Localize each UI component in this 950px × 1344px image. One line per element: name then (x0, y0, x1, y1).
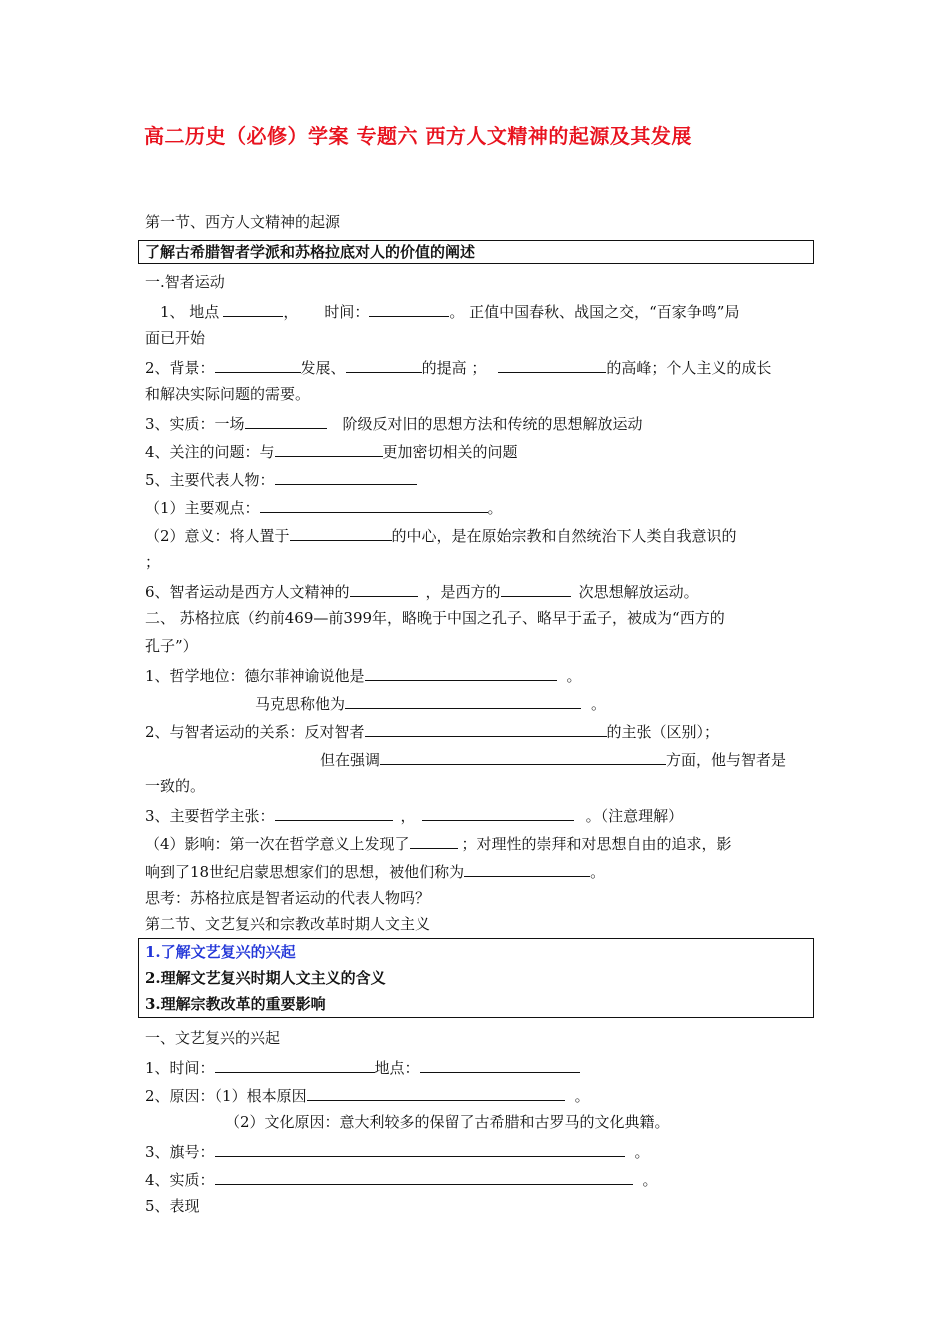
part2-heading-cont: 孔子”） (145, 637, 198, 655)
socrates-item4-cont: 响到了18世纪启蒙思想家们的思想，被他们称为 。 (145, 860, 605, 882)
blank-concern[interactable] (275, 440, 383, 457)
item5-sub2-cont: ； (145, 553, 161, 571)
blank-claim1[interactable] (275, 804, 393, 821)
socrates-item2-cont: 但在强调 方面，他与智者是 (320, 748, 786, 770)
blank-claim2[interactable] (422, 804, 574, 821)
blank-oracle[interactable] (365, 664, 557, 681)
section2-objective-1: 1.了解文艺复兴的兴起 (145, 943, 296, 961)
blank-bg1[interactable] (215, 356, 301, 373)
renaissance-item1: 1、时间： 地点： (145, 1056, 580, 1078)
blank-ren-time[interactable] (215, 1056, 375, 1073)
part2-heading: 二、 苏格拉底（约前469—前399年，略晚于中国之孔子、略早于孟子，被成为“西方的 (145, 609, 725, 627)
page-title: 高二历史（必修）学案 专题六 西方人文精神的起源及其发展 (144, 124, 692, 148)
socrates-item4: （4）影响：第一次在哲学意义上发现了 ；对理性的崇拜和对思想自由的追求，影 (145, 832, 732, 854)
section2-objective-2: 2.理解文艺复兴时期人文主义的含义 (145, 969, 386, 987)
section2-objective-box (138, 938, 814, 1018)
blank-bg2[interactable] (346, 356, 422, 373)
section2-heading: 第二节、文艺复兴和宗教改革时期人文主义 (145, 915, 431, 933)
renaissance-item3: 3、旗号： 。 (145, 1140, 650, 1162)
blank-ren-place[interactable] (420, 1056, 580, 1073)
blank-emphasis[interactable] (380, 748, 666, 765)
section1-objective: 了解古希腊智者学派和苏格拉底对人的价值的阐述 (145, 243, 476, 261)
socrates-item2: 2、与智者运动的关系：反对智者 的主张（区别）； (145, 720, 719, 742)
blank-ordinal[interactable] (501, 580, 571, 597)
blank-representative[interactable] (275, 468, 417, 485)
item2-line: 2、背景： 发展、 的提高 ； 的高峰；个人主义的成长 (145, 356, 771, 378)
item5-line: 5、主要代表人物： (145, 468, 417, 490)
renaissance-item4: 4、实质： 。 (145, 1168, 658, 1190)
item2-cont: 和解决实际问题的需要。 (145, 385, 311, 403)
socrates-item3: 3、主要哲学主张： ， 。（注意理解） (145, 804, 683, 826)
blank-oppose[interactable] (365, 720, 607, 737)
blank-ren-essence[interactable] (215, 1168, 633, 1185)
blank-viewpoint[interactable] (260, 496, 488, 513)
blank-center[interactable] (290, 524, 392, 541)
socrates-item1: 1、哲学地位：德尔菲神谕说他是 。 (145, 664, 582, 686)
blank-bg3[interactable] (498, 356, 606, 373)
item5-sub1: （1）主要观点： 。 (145, 496, 503, 518)
renaissance-heading: 一、文艺复兴的兴起 (145, 1029, 281, 1047)
item5-sub2: （2）意义：将人置于 的中心，是在原始宗教和自然统治下人类自我意识的 (145, 524, 737, 546)
renaissance-item2-cause2: （2）文化原因：意大利较多的保留了古希腊和古罗马的文化典籍。 (225, 1113, 670, 1131)
blank-time[interactable] (369, 300, 449, 317)
think-question: 思考：苏格拉底是智者运动的代表人物吗？ (145, 889, 431, 907)
section1-objective-box (138, 240, 814, 264)
renaissance-item2: 2、原因：（1）根本原因 。 (145, 1084, 590, 1106)
item1-line: 1、 地点 ， 时间： 。 正值中国春秋、战国之交，“百家争鸣”局 (160, 300, 739, 322)
blank-place[interactable] (223, 300, 283, 317)
blank-root-cause[interactable] (307, 1084, 565, 1101)
renaissance-item5: 5、表现 (145, 1197, 200, 1215)
blank-discover[interactable] (410, 832, 458, 849)
item1-cont: 面已开始 (145, 329, 206, 347)
item4-line: 4、关注的问题：与 更加密切相关的问题 (145, 440, 518, 462)
blank-essence[interactable] (245, 412, 327, 429)
blank-banner[interactable] (215, 1140, 625, 1157)
socrates-item2-end: 一致的。 (145, 777, 206, 795)
blank-origin[interactable] (350, 580, 418, 597)
socrates-item1-marx: 马克思称他为 。 (255, 692, 606, 714)
item6-line: 6、智者运动是西方人文精神的 ，是西方的 次思想解放运动。 (145, 580, 699, 602)
blank-called[interactable] (464, 860, 590, 877)
item3-line: 3、实质：一场 阶级反对旧的思想方法和传统的思想解放运动 (145, 412, 643, 434)
section2-objective-3: 3.理解宗教改革的重要影响 (145, 995, 326, 1013)
part1-heading: 一.智者运动 (145, 273, 225, 291)
blank-marx[interactable] (345, 692, 581, 709)
section1-heading: 第一节、西方人文精神的起源 (145, 213, 341, 231)
